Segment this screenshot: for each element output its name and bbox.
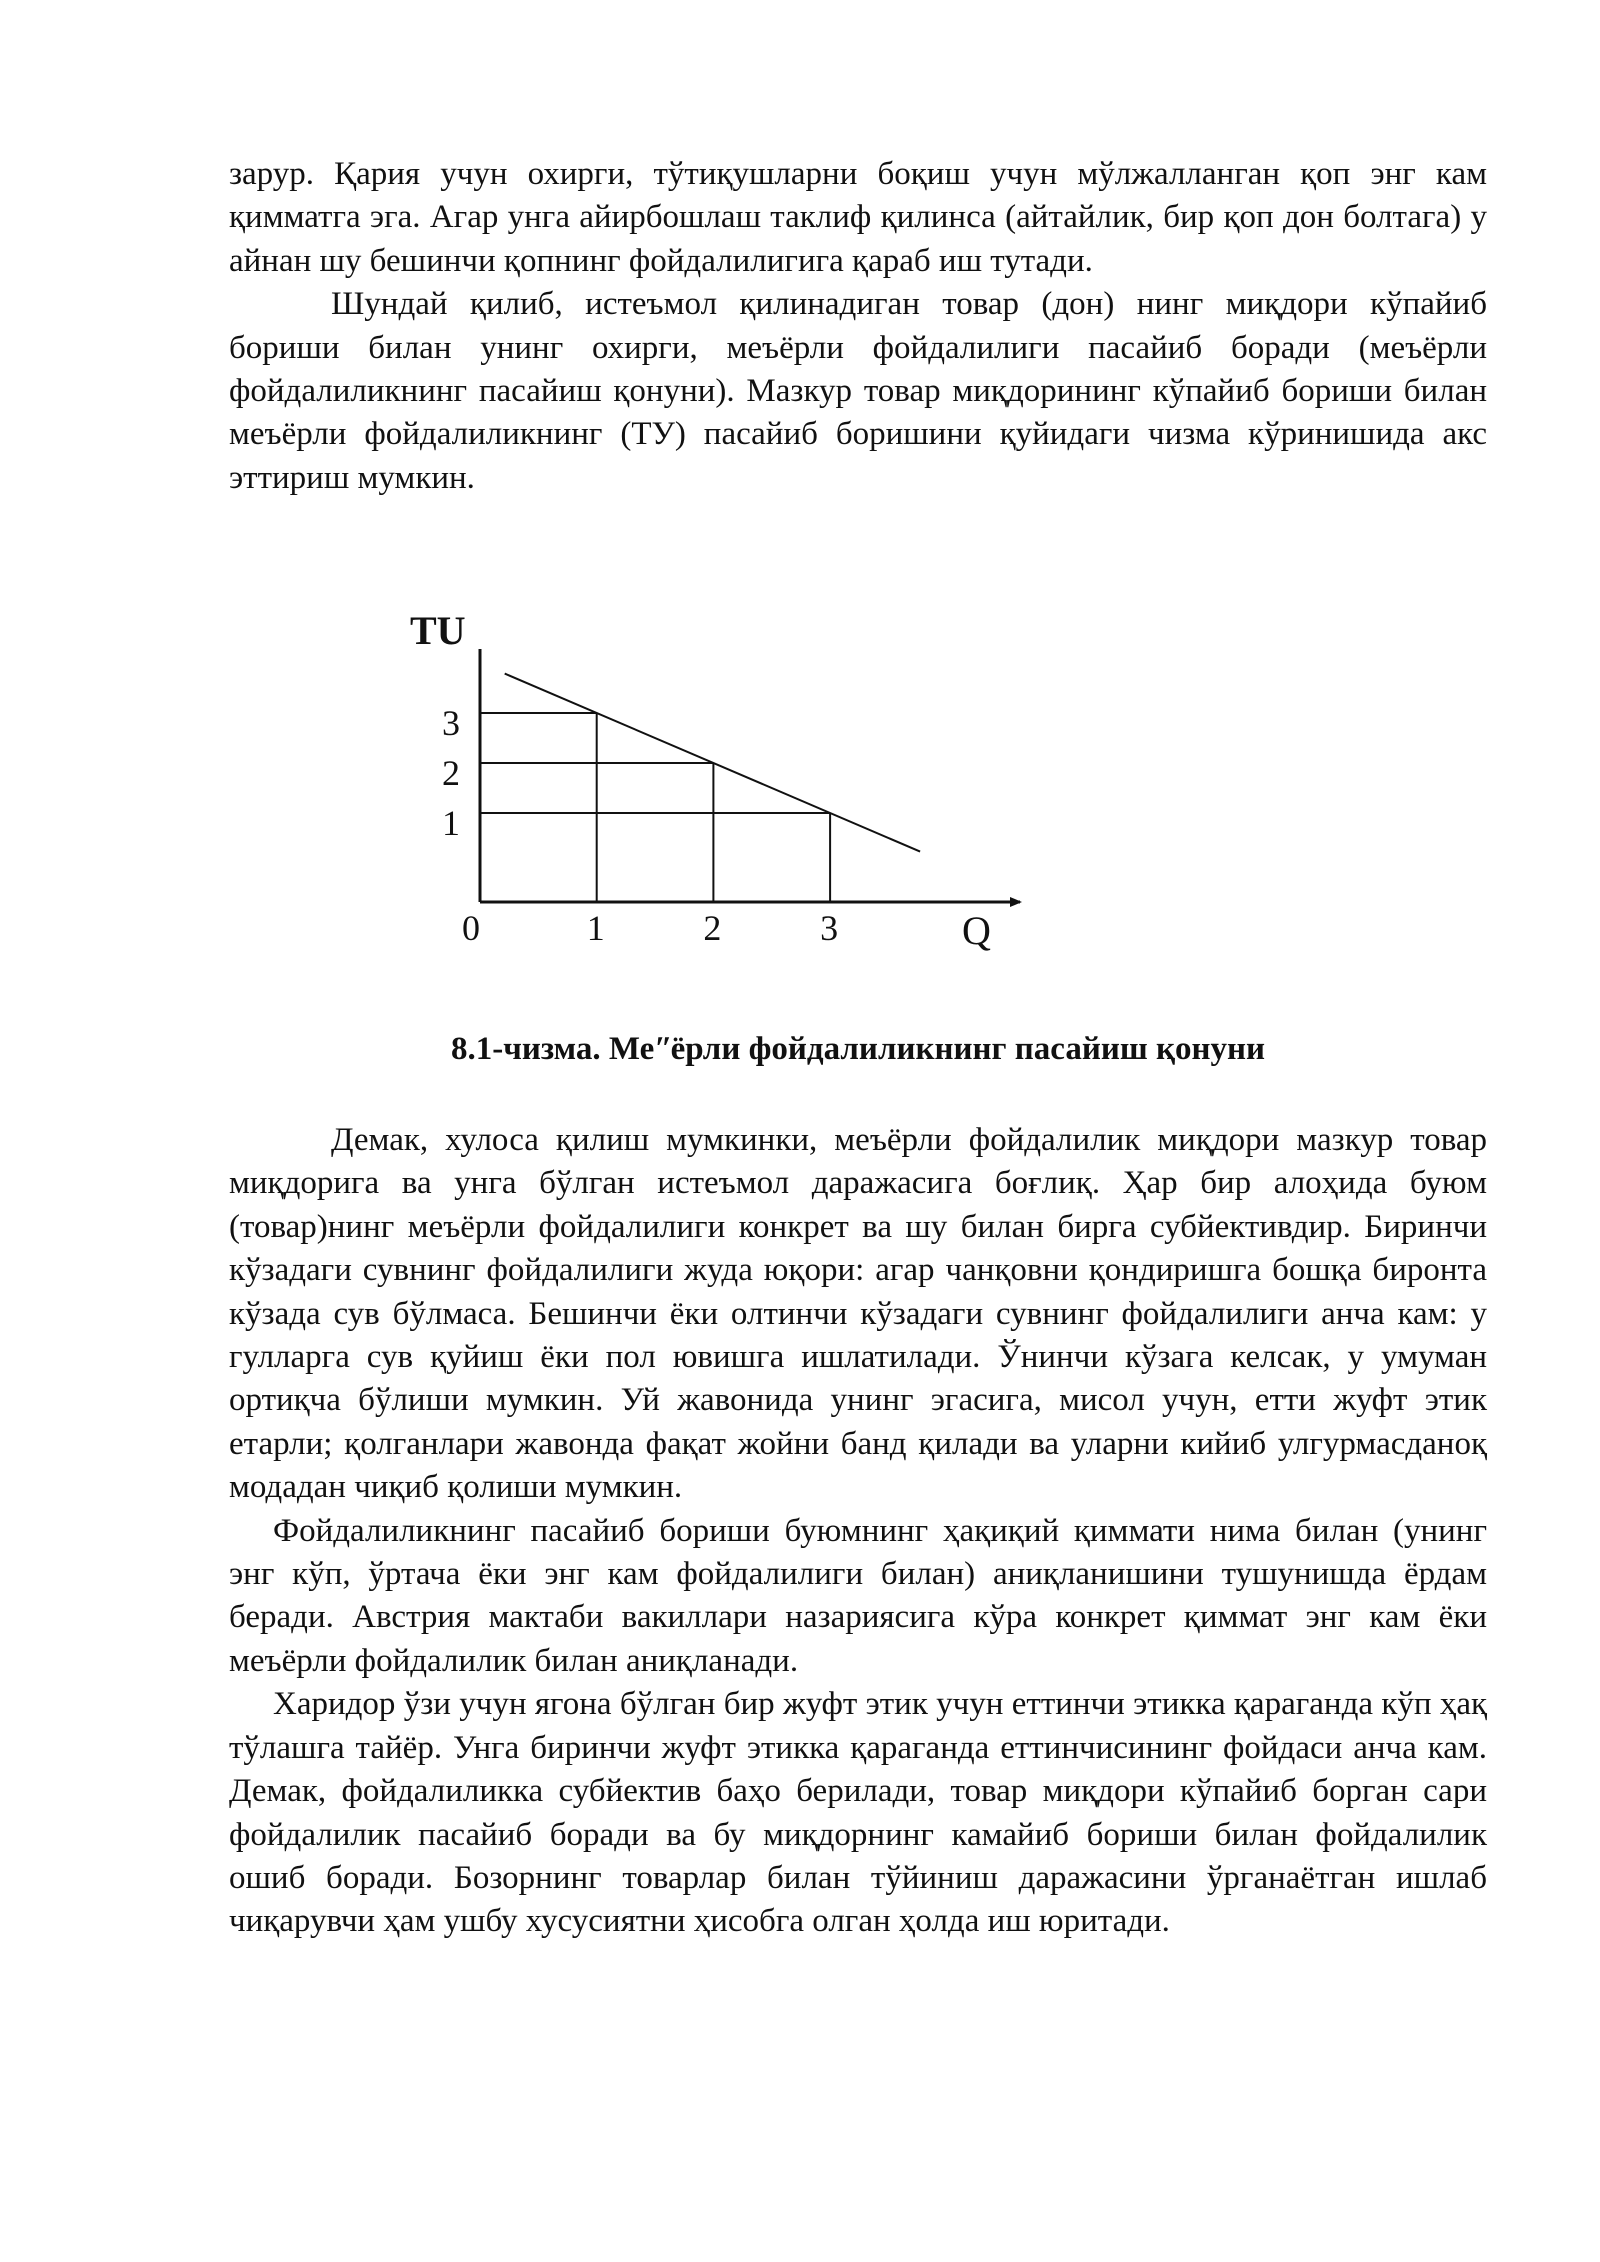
figure-caption: 8.1-чизма. Меʺёрли фойдалиликнинг пасайиш қонуни — [450, 1031, 1266, 1067]
origin-label: 0 — [462, 908, 480, 948]
paragraph: Харидор ўзи учун ягона бўлган бир жуфт этик учун еттинчи этикка қараганда кўп ҳақ тўлашга тайёр. Унга биринчи жуфт этикка қараганда еттинчисининг фойдаси анча кам. Демак, фойдалиликка субйектив баҳо берилади, товар миқдори кўпайиб борган сари фойдалилик пасайиб боради ва бу миқдорнинг камайиб бориши билан фойдалилик ошиб боради. Бозорнинг товарлар билан тўйиниш даражасини ўрганаётган ишлаб чиқарувчи ҳам ушбу хусусиятни ҳисобга олган ҳолда иш юритади. — [229, 1686, 1487, 1940]
y-tick-label: 1 — [442, 803, 460, 843]
y-tick-label: 2 — [442, 753, 460, 793]
y-tick-label: 3 — [442, 703, 460, 743]
chart-svg — [390, 597, 1040, 967]
text-block-bottom — [229, 1119, 1487, 1944]
paragraph: зарур. Қария учун охирги, тўтиқушларни боқиш учун мўлжалланган қоп энг кам қимматга эга. Агар унга айирбошлаш таклиф қилинса (айтайлик, бир қоп дон болтага) у айнан шу бешинчи қопнинг фойдалилигига қараб иш тутади. — [229, 156, 1487, 279]
x-axis-label: Q — [962, 908, 991, 953]
y-axis-label: TU — [410, 608, 466, 653]
paragraph: Демак, хулоса қилиш мумкинки, меъёрли фойдалилик миқдори мазкур товар миқдорига ва унга бўлган истеъмол даражасига боғлиқ. Ҳар бир алоҳида буюм (товар)нинг меъёрли фойдалилиги конкрет ва шу билан бирга субйективдир. Биринчи кўзадаги сувнинг фойдалилиги жуда юқори: агар чанқовни қондиришга бошқа биронта кўзада сув бўлмаса. Бешинчи ёки олтинчи кўзадаги сувнинг фойдалилиги анча кам: у гулларга сув қуйиш ёки пол ювишга ишлатилади. Ўнинчи кўзага келсак, у умуман ортиқча бўлиши мумкин. Уй жавонида унинг эгасига, мисол учун, етти жуфт этик етарли; қолганлари жавонда фақат жойни банд қилади ва уларни кийиб улгурмасданоқ модадан чиқиб қолиши мумкин. — [229, 1122, 1487, 1506]
paragraph: Фойдалиликнинг пасайиб бориши буюмнинг ҳақиқий қиммати нима билан (унинг энг кўп, ўртача ёки энг кам фойдалилиги билан) аниқланишини тушунишда ёрдам беради. Австрия мактаби вакиллари назариясига кўра конкрет қиммат энг кам ёки меъёрли фойдалилик билан аниқланади. — [229, 1512, 1487, 1679]
tick-labels — [442, 703, 838, 948]
text-block-top — [229, 153, 1487, 500]
x-tick-label: 3 — [820, 908, 839, 948]
guide-lines — [480, 713, 830, 902]
marginal-utility-chart — [390, 597, 1040, 967]
x-tick-label: 1 — [586, 908, 605, 948]
x-tick-label: 2 — [703, 908, 722, 948]
paragraph: Шундай қилиб, истеъмол қилинадиган товар (дон) нинг миқдори кўпайиб бориши билан унинг охирги, меъёрли фойдалилиги пасайиб боради (меъёрли фойдалиликнинг пасайиш қонуни). Мазкур товар миқдорининг кўпайиб бориши билан меъёрли фойдалиликнинг (ТУ) пасайиб боришини қуйидаги чизма кўринишида акс эттириш мумкин. — [229, 286, 1487, 496]
